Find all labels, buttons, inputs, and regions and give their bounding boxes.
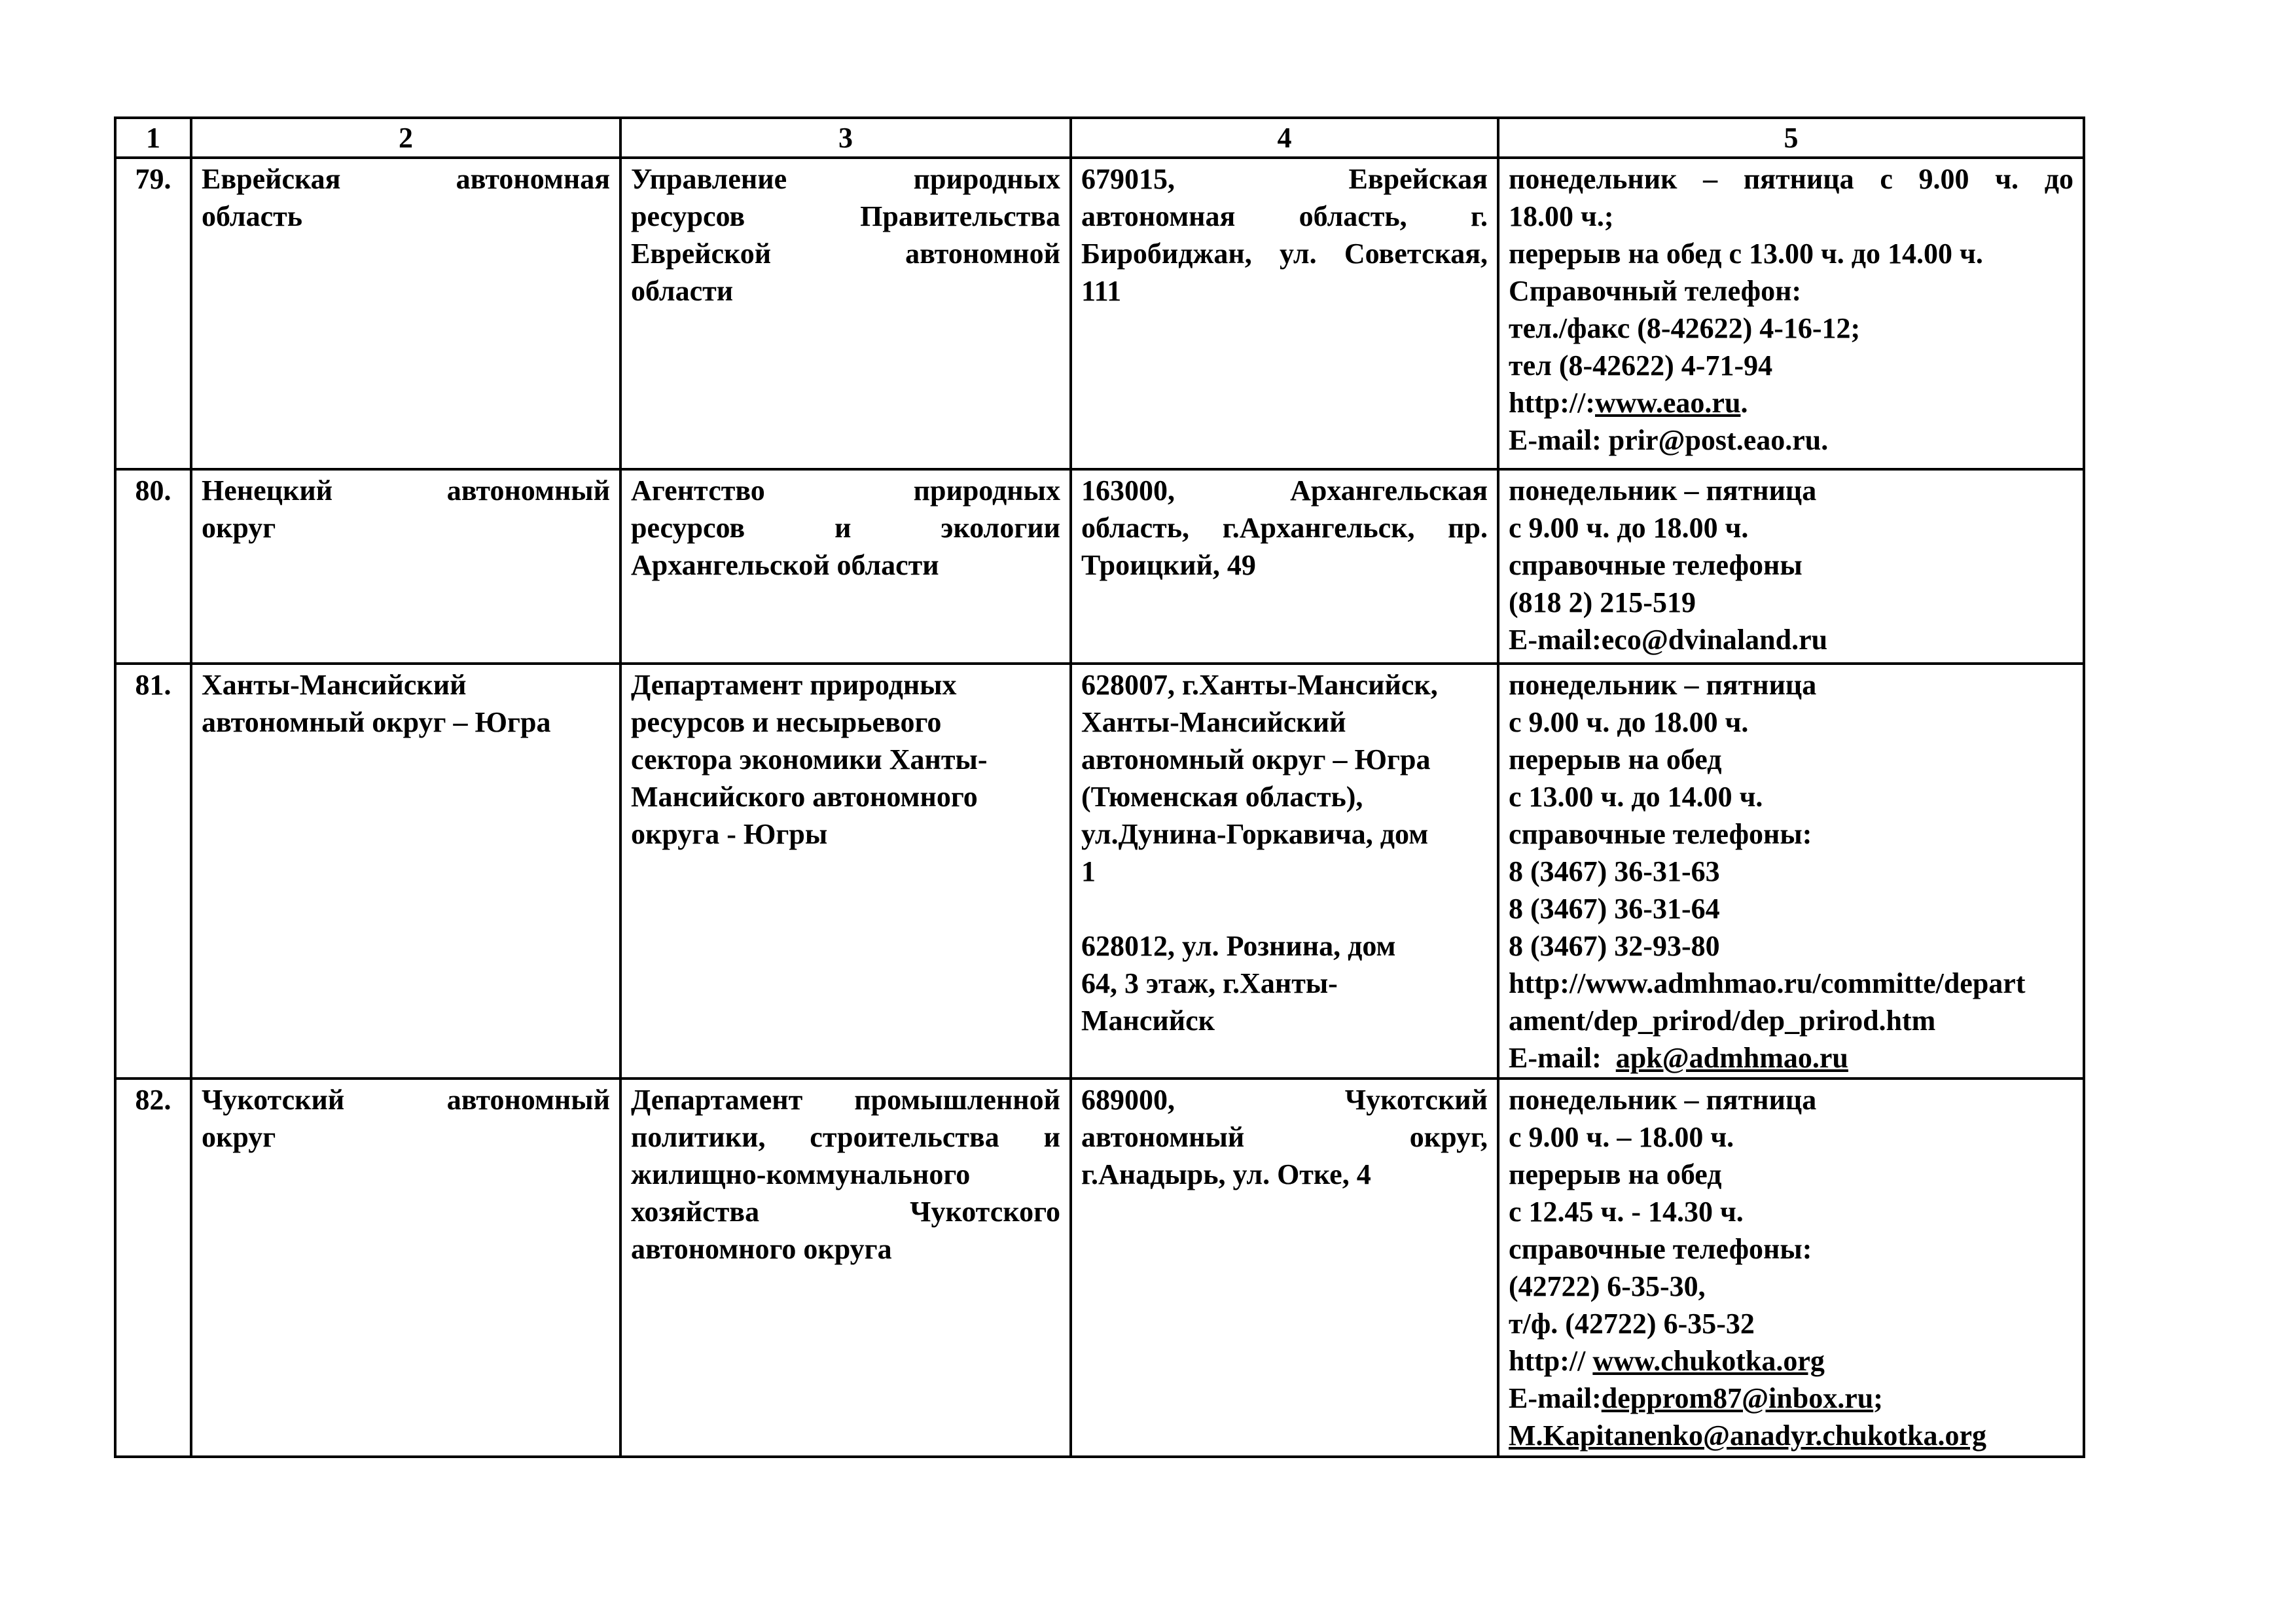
- address-line: 1: [1081, 855, 1096, 887]
- region-line: Еврейская автономная: [202, 163, 610, 195]
- address-cell: [1071, 1079, 1498, 1457]
- phone-number: (818 2) 215-519: [1509, 586, 1696, 618]
- authority-line: ресурсов и экологии: [631, 512, 1060, 544]
- column-header-4: 4: [1071, 118, 1498, 158]
- authority-line: сектора экономики Ханты-: [631, 743, 988, 776]
- working-hours: 18.00 ч.;: [1509, 200, 1614, 232]
- address-cell: [1071, 664, 1498, 1079]
- region-cell: [191, 158, 620, 469]
- working-hours: с 9.00 ч. до 18.00 ч.: [1509, 706, 1749, 738]
- authority-line: Управление природных: [631, 163, 1060, 195]
- email-line: [1509, 1039, 2073, 1077]
- lunch-break: с 13.00 ч. до 14.00 ч.: [1509, 781, 1763, 813]
- authority-line: автономного округа: [631, 1233, 892, 1265]
- website-link[interactable]: ament/dep_prirod/dep_prirod.htm: [1509, 1005, 1936, 1037]
- lunch-break: перерыв на обед: [1509, 743, 1722, 776]
- address-line: автономный округ,: [1081, 1121, 1488, 1153]
- working-hours: с 9.00 ч. – 18.00 ч.: [1509, 1121, 1734, 1153]
- website-prefix: http://: [1509, 1345, 1593, 1377]
- region-line: Ханты-Мансийский: [202, 669, 467, 701]
- website-prefix: http://:: [1509, 387, 1595, 419]
- email-link[interactable]: apk@admhmao.ru: [1615, 1042, 1848, 1074]
- authority-line: Еврейской автономной: [631, 238, 1060, 270]
- authority-line: Архангельской области: [631, 549, 939, 581]
- column-header-2: 2: [191, 118, 620, 158]
- authority-line: ресурсов Правительства: [631, 200, 1060, 232]
- address-line: автономный округ – Югра: [1081, 743, 1431, 776]
- phone-number: 8 (3467) 36-31-63: [1509, 855, 1720, 887]
- email-line: [1509, 621, 2073, 658]
- email-line: [1509, 421, 2073, 459]
- address-line: Биробиджан, ул. Советская,: [1081, 238, 1488, 270]
- authority-line: политики, строительства и: [631, 1121, 1060, 1153]
- phone-label: справочные телефоны: [1509, 549, 1803, 581]
- website-line: [1509, 384, 2073, 421]
- lunch-break: с 12.45 ч. - 14.30 ч.: [1509, 1196, 1744, 1228]
- authority-line: ресурсов и несырьевого: [631, 706, 942, 738]
- region-line: Ненецкий автономный: [202, 474, 610, 507]
- region-line: округ: [202, 512, 276, 544]
- fax-number: тел./факс (8-42622) 4-16-12;: [1509, 312, 1861, 344]
- region-line: Чукотский автономный: [202, 1084, 610, 1116]
- contacts-cell: [1498, 664, 2084, 1079]
- email-prefix: E-mail:: [1509, 424, 1609, 456]
- address-line: г.Анадырь, ул. Отке, 4: [1081, 1158, 1371, 1190]
- working-hours: понедельник – пятница с 9.00 ч. до: [1509, 163, 2073, 195]
- authority-line: Агентство природных: [631, 474, 1060, 507]
- working-hours: с 9.00 ч. до 18.00 ч.: [1509, 512, 1749, 544]
- address-line: 163000, Архангельская: [1081, 474, 1488, 507]
- row-number: 79.: [115, 158, 191, 469]
- contacts-cell: [1498, 158, 2084, 469]
- column-header-3: 3: [620, 118, 1071, 158]
- authority-line: жилищно-коммунального: [631, 1158, 971, 1190]
- phone-number: т/ф. (42722) 6-35-32: [1509, 1308, 1755, 1340]
- address-line: 628007, г.Ханты-Мансийск,: [1081, 669, 1438, 701]
- authority-cell: [620, 469, 1071, 664]
- address2-line: 64, 3 этаж, г.Ханты-: [1081, 967, 1338, 999]
- address-line: 689000, Чукотский: [1081, 1084, 1488, 1116]
- table-row: [115, 469, 2084, 664]
- phone-number: 8 (3467) 32-93-80: [1509, 930, 1720, 962]
- region-cell: [191, 664, 620, 1079]
- address-line: (Тюменская область),: [1081, 781, 1363, 813]
- authority-line: Департамент промышленной: [631, 1084, 1060, 1116]
- email-link[interactable]: prir@post.eao.ru: [1608, 424, 1821, 456]
- row-number: 80.: [115, 469, 191, 664]
- address2-line: Мансийск: [1081, 1005, 1215, 1037]
- authority-cell: [620, 158, 1071, 469]
- region-line: автономный округ – Югра: [202, 706, 551, 738]
- website-link[interactable]: http://www.admhmao.ru/committe/depart: [1509, 967, 2026, 999]
- website-link[interactable]: www.chukotka.org: [1592, 1345, 1825, 1377]
- authority-line: хозяйства Чукотского: [631, 1196, 1060, 1228]
- address-line: Троицкий, 49: [1081, 549, 1256, 581]
- address-cell: [1071, 158, 1498, 469]
- email-link[interactable]: depprom87@inbox.ru: [1601, 1382, 1874, 1414]
- nature-authorities-table: [114, 116, 2085, 1458]
- column-header-1: 1: [115, 118, 191, 158]
- address-spacer: [1081, 890, 1488, 927]
- region-cell: [191, 469, 620, 664]
- region-line: область: [202, 200, 302, 232]
- address-line: автономная область, г.: [1081, 200, 1488, 232]
- address-line: ул.Дунина-Горкавича, дом: [1081, 818, 1429, 850]
- table-row: [115, 1079, 2084, 1457]
- row-number: 81.: [115, 664, 191, 1079]
- address-line: 679015, Еврейская: [1081, 163, 1488, 195]
- working-hours: понедельник – пятница: [1509, 1084, 1817, 1116]
- authority-cell: [620, 1079, 1071, 1457]
- lunch-break: перерыв на обед с 13.00 ч. до 14.00 ч.: [1509, 238, 1983, 270]
- address2-line: 628012, ул. Рознина, дом: [1081, 930, 1396, 962]
- row-number: 82.: [115, 1079, 191, 1457]
- website-line: [1509, 1342, 2073, 1380]
- email-prefix: E-mail:: [1509, 624, 1602, 656]
- table-row: [115, 158, 2084, 469]
- phone-number: (42722) 6-35-30,: [1509, 1270, 1706, 1302]
- authority-line: округа - Югры: [631, 818, 828, 850]
- region-cell: [191, 1079, 620, 1457]
- authority-line: Мансийского автономного: [631, 781, 978, 813]
- email-prefix: E-mail:: [1509, 1042, 1616, 1074]
- email-prefix: E-mail:: [1509, 1382, 1602, 1414]
- contacts-cell: [1498, 1079, 2084, 1457]
- phone-number: тел (8-42622) 4-71-94: [1509, 349, 1773, 382]
- region-line: округ: [202, 1121, 276, 1153]
- email-suffix: ;: [1873, 1382, 1883, 1414]
- email-suffix: .: [1821, 424, 1829, 456]
- lunch-break: перерыв на обед: [1509, 1158, 1722, 1190]
- website-suffix: .: [1740, 387, 1748, 419]
- working-hours: понедельник – пятница: [1509, 474, 1817, 507]
- column-header-5: 5: [1498, 118, 2084, 158]
- address-line: 111: [1081, 275, 1122, 307]
- authority-line: Департамент природных: [631, 669, 957, 701]
- working-hours: понедельник – пятница: [1509, 669, 1817, 701]
- table-row: [115, 664, 2084, 1079]
- address-line: область, г.Архангельск, пр.: [1081, 512, 1488, 544]
- phone-label: справочные телефоны:: [1509, 818, 1812, 850]
- email-line: [1509, 1380, 2073, 1417]
- phone-number: 8 (3467) 36-31-64: [1509, 893, 1720, 925]
- phone-label: Справочный телефон:: [1509, 275, 1802, 307]
- authority-cell: [620, 664, 1071, 1079]
- email-link[interactable]: eco@dvinaland.ru: [1601, 624, 1828, 656]
- phone-label: справочные телефоны:: [1509, 1233, 1812, 1265]
- authority-line: области: [631, 275, 734, 307]
- address-cell: [1071, 469, 1498, 664]
- address-line: Ханты-Мансийский: [1081, 706, 1346, 738]
- website-link[interactable]: www.eao.ru: [1595, 387, 1741, 419]
- contacts-cell: [1498, 469, 2084, 664]
- table-header-row: [115, 118, 2084, 158]
- email-link[interactable]: M.Kapitanenko@anadyr.chukotka.org: [1509, 1419, 1986, 1452]
